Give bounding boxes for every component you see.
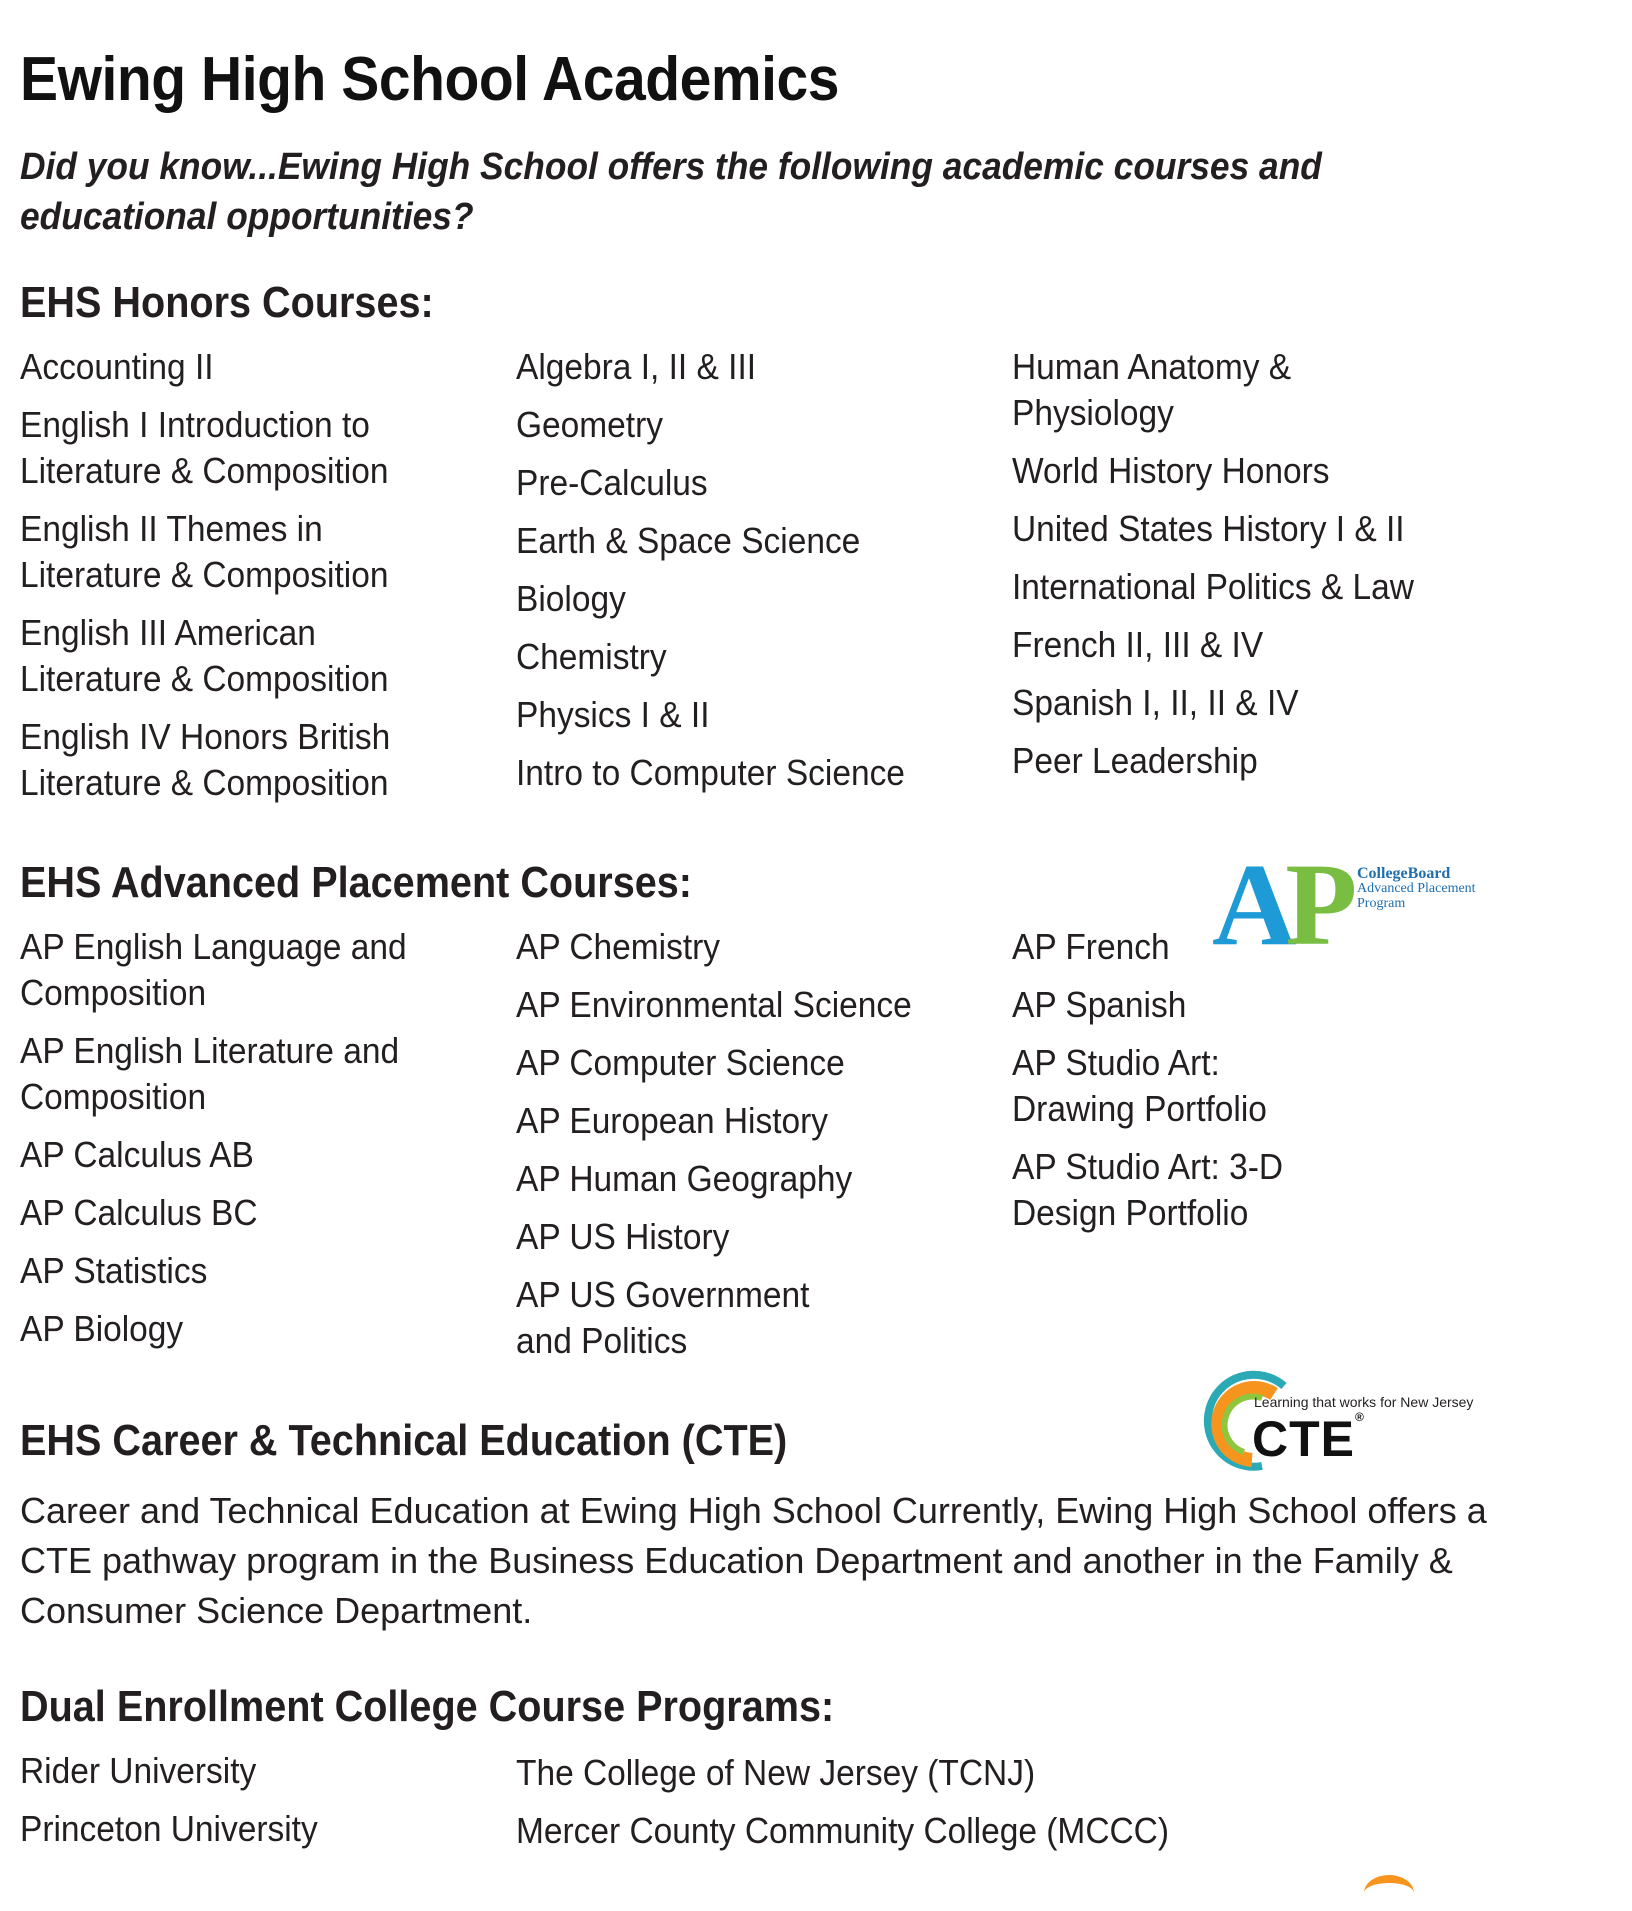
list-item: Human Anatomy & Physiology (1012, 346, 1292, 433)
dual-column-2 (516, 1750, 1316, 1866)
list-item: The College of New Jersey (TCNJ) (516, 1752, 1036, 1793)
list-item: Biology (516, 578, 626, 619)
list-item: International Politics & Law (1012, 566, 1414, 607)
list-item: AP Calculus AB (20, 1134, 254, 1175)
list-item: AP French (1012, 926, 1170, 967)
honors-column-3 (1012, 344, 1532, 796)
ap-heading: EHS Advanced Placement Courses: (20, 858, 692, 907)
list-item: AP Chemistry (516, 926, 721, 967)
list-item: Peer Leadership (1012, 740, 1258, 781)
list-item: AP English Language and Composition (20, 926, 407, 1013)
list-item: Mercer County Community College (MCCC) (516, 1810, 1170, 1851)
list-item: AP Statistics (20, 1250, 208, 1291)
cte-logo-tagline: Learning that works for New Jersey (1254, 1394, 1474, 1410)
list-item: Earth & Space Science (516, 520, 861, 561)
ap-column-3 (1012, 924, 1392, 1248)
list-item: Rider University (20, 1750, 257, 1791)
honors-heading: EHS Honors Courses: (20, 278, 434, 327)
list-item: AP US History (516, 1216, 730, 1257)
list-item: Pre-Calculus (516, 462, 708, 503)
ap-logo-line-1: Advanced Placement (1357, 881, 1476, 896)
ap-logo-brand: CollegeBoard (1357, 865, 1451, 882)
list-item: English II Themes in Literature & Composition (20, 508, 389, 595)
list-item: AP European History (516, 1100, 829, 1141)
page-title: Ewing High School Academics (20, 45, 840, 114)
list-item: Chemistry (516, 636, 667, 677)
decorative-arc-icon (1364, 1875, 1414, 1911)
list-item: Algebra I, II & III (516, 346, 757, 387)
list-item: AP Environmental Science (516, 984, 912, 1025)
list-item: Physics I & II (516, 694, 710, 735)
list-item: Accounting II (20, 346, 214, 387)
page-subtitle: Did you know...Ewing High School offers the following academic courses and educational opportunities? (20, 146, 1322, 238)
list-item: AP Studio Art: Drawing Portfolio (1012, 1042, 1267, 1129)
cte-logo-word: CTE (1252, 1411, 1355, 1467)
list-item: English III American Literature & Composition (20, 612, 389, 699)
cte-heading: EHS Career & Technical Education (CTE) (20, 1416, 788, 1465)
list-item: AP Calculus BC (20, 1192, 258, 1233)
dual-column-1 (20, 1748, 490, 1864)
list-item: French II, III & IV (1012, 624, 1264, 665)
ap-logo-letter-p: P (1285, 839, 1346, 970)
list-item: AP Computer Science (516, 1042, 845, 1083)
list-item: AP Human Geography (516, 1158, 853, 1199)
list-item: United States History I & II (1012, 508, 1405, 549)
list-item: AP US Government and Politics (516, 1274, 810, 1361)
dual-enrollment-heading: Dual Enrollment College Course Programs: (20, 1682, 835, 1731)
list-item: English IV Honors British Literature & Composition (20, 716, 391, 803)
honors-column-1 (20, 344, 490, 818)
list-item: AP Studio Art: 3-D Design Portfolio (1012, 1146, 1284, 1233)
honors-column-2 (516, 344, 986, 808)
list-item: Intro to Computer Science (516, 752, 905, 793)
cte-logo (1192, 1364, 1492, 1474)
list-item: AP English Literature and Composition (20, 1030, 400, 1117)
list-item: World History Honors (1012, 450, 1330, 491)
ap-column-2 (516, 924, 986, 1376)
ap-column-1 (20, 924, 490, 1364)
list-item: Geometry (516, 404, 663, 445)
list-item: English I Introduction to Literature & Composition (20, 404, 389, 491)
cte-paragraph: Career and Technical Education at Ewing High School Currently, Ewing High School offers a CTE pathway program in the Business Education Department and another in the Family & Consumer Science Department. (20, 1490, 1487, 1631)
cte-logo-registered: ® (1355, 1410, 1365, 1424)
list-item: AP Biology (20, 1308, 184, 1349)
ap-logo-line-2: Program (1357, 896, 1406, 911)
list-item: Spanish I, II, II & IV (1012, 682, 1299, 723)
ap-logo-letter-a: A (1212, 839, 1286, 970)
list-item: Princeton University (20, 1808, 318, 1849)
list-item: AP Spanish (1012, 984, 1187, 1025)
